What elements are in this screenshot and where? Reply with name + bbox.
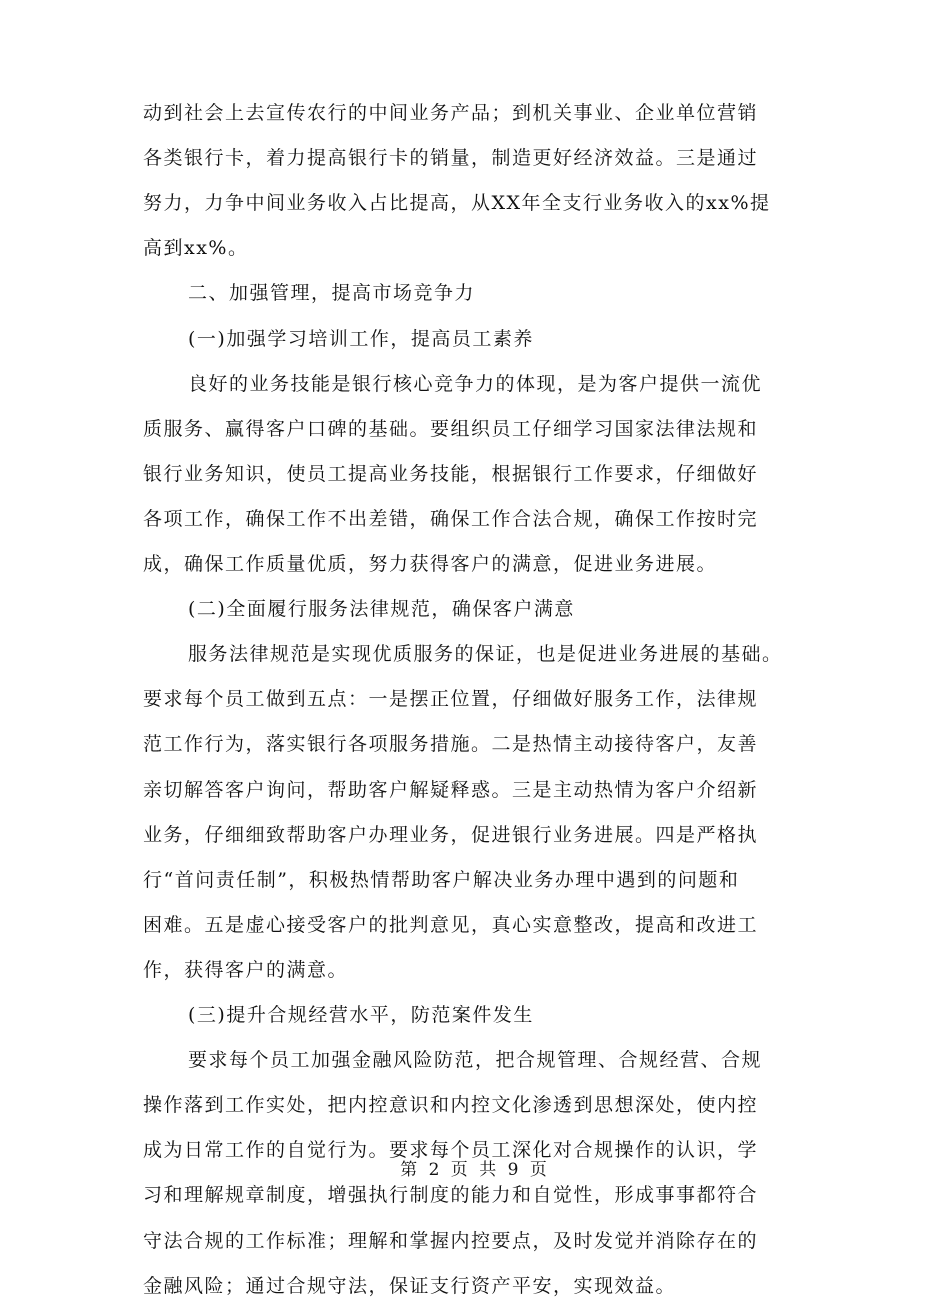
paragraph-line-indented: 要求每个员工加强金融风险防范，把合规管理、合规经营、合规 (188, 1049, 763, 1071)
paragraph-line: 成为日常工作的自觉行为。要求每个员工深化对合规操作的认识，学 (143, 1139, 759, 1161)
paragraph-line-indented: 良好的业务技能是银行核心竞争力的体现，是为客户提供一流优 (188, 373, 763, 395)
paragraph-line-indented: (二)全面履行服务法律规范，确保客户满意 (188, 598, 575, 620)
paragraph-line-indented: (一)加强学习培训工作，提高员工素养 (188, 328, 534, 350)
paragraph-line: 困难。五是虚心接受客户的批判意见，真心实意整改，提高和改进工 (143, 914, 759, 936)
paragraph-line: 业务，仔细细致帮助客户办理业务，促进银行业务进展。四是严格执 (143, 824, 759, 846)
paragraph-line-indented: (三)提升合规经营水平，防范案件发生 (188, 1004, 534, 1026)
paragraph-line: 成，确保工作质量优质，努力获得客户的满意，促进业务进展。 (143, 553, 718, 575)
paragraph-line: 质服务、赢得客户口碑的基础。要组织员工仔细学习国家法律法规和 (143, 418, 759, 440)
paragraph-line: 操作落到工作实处，把内控意识和内控文化渗透到思想深处，使内控 (143, 1094, 759, 1116)
paragraph-line: 各类银行卡，着力提高银行卡的销量，制造更好经济效益。三是通过 (143, 147, 759, 169)
paragraph-line: 动到社会上去宣传农行的中间业务产品；到机关事业、企业单位营销 (143, 102, 759, 124)
paragraph-line: 行“首问责任制”，积极热情帮助客户解决业务办理中遇到的问题和 (143, 869, 740, 891)
paragraph-line: 银行业务知识，使员工提高业务技能，根据银行工作要求，仔细做好 (143, 463, 759, 485)
paragraph-line: 金融风险；通过合规守法，保证支行资产平安，实现效益。 (143, 1275, 677, 1297)
paragraph-line: 各项工作，确保工作不出差错，确保工作合法合规，确保工作按时完 (143, 508, 759, 530)
paragraph-line-indented: 二、加强管理，提高市场竞争力 (188, 282, 476, 304)
paragraph-line: 习和理解规章制度，增强执行制度的能力和自觉性，形成事事都符合 (143, 1184, 759, 1206)
paragraph-line: 作，获得客户的满意。 (143, 959, 349, 981)
paragraph-line-indented: 服务法律规范是实现优质服务的保证，也是促进业务进展的基础。 (188, 643, 783, 665)
paragraph-line: 努力，力争中间业务收入占比提高，从XX年全支行业务收入的xx%提 (143, 192, 771, 214)
paragraph-line: 范工作行为，落实银行各项服务措施。二是热情主动接待客户，友善 (143, 733, 759, 755)
page-number-footer: 第 2 页 共 9 页 (400, 1160, 550, 1180)
paragraph-line: 守法合规的工作标准；理解和掌握内控要点，及时发觉并消除存在的 (143, 1230, 759, 1252)
paragraph-line: 亲切解答客户询问，帮助客户解疑释惑。三是主动热情为客户介绍新 (143, 779, 759, 801)
paragraph-line: 要求每个员工做到五点：一是摆正位置，仔细做好服务工作，法律规 (143, 688, 759, 710)
paragraph-line: 高到xx%。 (143, 237, 249, 259)
